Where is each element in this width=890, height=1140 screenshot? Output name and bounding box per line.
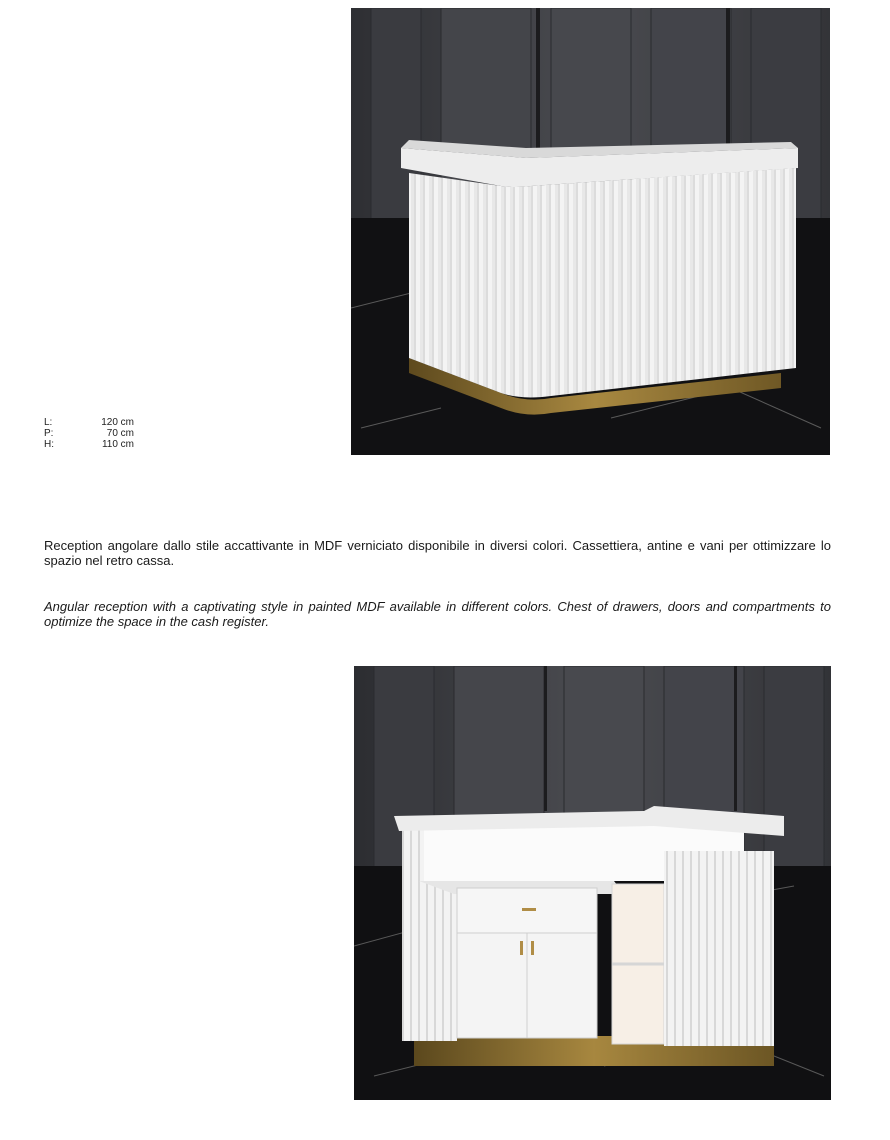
dimension-label: H: xyxy=(44,439,54,450)
description-english: Angular reception with a captivating style in painted MDF available in different colors. Chest of drawers, doors and compartments to optimize the space in the cash register. xyxy=(44,599,831,629)
dimension-value: 110 cm xyxy=(101,439,134,450)
dimensions-block xyxy=(44,417,134,450)
description-italian: Reception angolare dallo stile accattivante in MDF verniciato disponibile in diversi colori. Cassettiera, antine e vani per ottimizzare lo spazio nel retro cassa. xyxy=(44,538,831,568)
dimension-label: P: xyxy=(44,428,54,439)
dimension-value: 120 cm xyxy=(101,417,134,428)
reception-back-photo xyxy=(354,666,831,1100)
reception-back-illustration xyxy=(354,666,831,1100)
dimension-label: L: xyxy=(44,417,53,428)
reception-front-photo xyxy=(351,8,830,455)
reception-front-illustration xyxy=(351,8,830,455)
dimension-height xyxy=(44,439,134,450)
dimension-length xyxy=(44,417,134,428)
dimension-value: 70 cm xyxy=(106,428,134,439)
dimension-depth xyxy=(44,428,134,439)
